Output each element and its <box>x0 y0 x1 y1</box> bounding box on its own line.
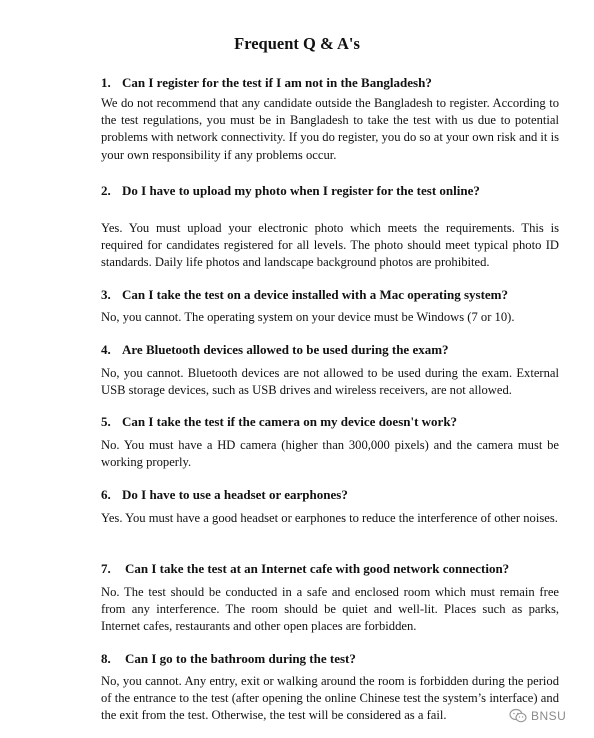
question-number: 7. <box>101 561 111 576</box>
question-text: Can I go to the bathroom during the test? <box>125 651 356 666</box>
answer-6: Yes. You must have a good headset or earphones to reduce the interference of other noises. <box>101 511 558 525</box>
answer-3: No, you cannot. The operating system on your device must be Windows (7 or 10). <box>101 310 515 324</box>
answer-8: No, you cannot. Any entry, exit or walking around the room is forbidden during the period of the entrance to the test (after opening the online Chinese test the system’s interface) and the exit from the test. Otherwise, the test will be considered as a fail. <box>101 674 559 723</box>
answer-5: No. You must have a HD camera (higher than 300,000 pixels) and the camera must be working properly. <box>101 438 559 470</box>
watermark <box>506 705 569 727</box>
question-text: Can I register for the test if I am not in the Bangladesh? <box>122 75 432 90</box>
question-text: Do I have to upload my photo when I register for the test online? <box>122 183 480 198</box>
question-number: 4. <box>101 342 111 357</box>
question-number: 2. <box>101 183 111 198</box>
question-number: 1. <box>101 75 111 90</box>
answer-1: We do not recommend that any candidate outside the Bangladesh to register. According to the test regulations, you must be in Bangladesh to take the test with us due to potential problems with network connectivity. If you do register, you do so at your own risk and it is your own responsibility if any problems occur. <box>101 96 559 162</box>
question-number: 6. <box>101 487 111 502</box>
question-number: 3. <box>101 287 111 302</box>
question-text: Can I take the test if the camera on my device doesn't work? <box>122 414 458 429</box>
watermark-text: BNSU <box>531 709 567 723</box>
question-text: Are Bluetooth devices allowed to be used during the exam? <box>122 342 449 357</box>
page-title: Frequent Q & A's <box>234 34 360 53</box>
wechat-logo-icon <box>509 708 527 724</box>
question-text: Can I take the test at an Internet cafe with good network connection? <box>125 561 510 576</box>
answer-7: No. The test should be conducted in a safe and enclosed room which must remain free from any interference. The room should be quiet and well-lit. Places such as parks, Internet cafes, restaurants and other open places are forbidden. <box>101 585 559 634</box>
question-text: Do I have to use a headset or earphones? <box>122 487 348 502</box>
answer-2: Yes. You must upload your electronic photo which meets the requirements. This is required for candidates registered for all levels. The photo should meet typical photo ID standards. Daily life photos and landscape background photos are prohibited. <box>101 221 559 270</box>
question-number: 5. <box>101 414 111 429</box>
question-text: Can I take the test on a device installed with a Mac operating system? <box>122 287 508 302</box>
answer-4: No, you cannot. Bluetooth devices are not allowed to be used during the exam. External USB storage devices, such as USB drives and wireless receivers, are not allowed. <box>101 366 559 398</box>
question-number: 8. <box>101 651 111 666</box>
